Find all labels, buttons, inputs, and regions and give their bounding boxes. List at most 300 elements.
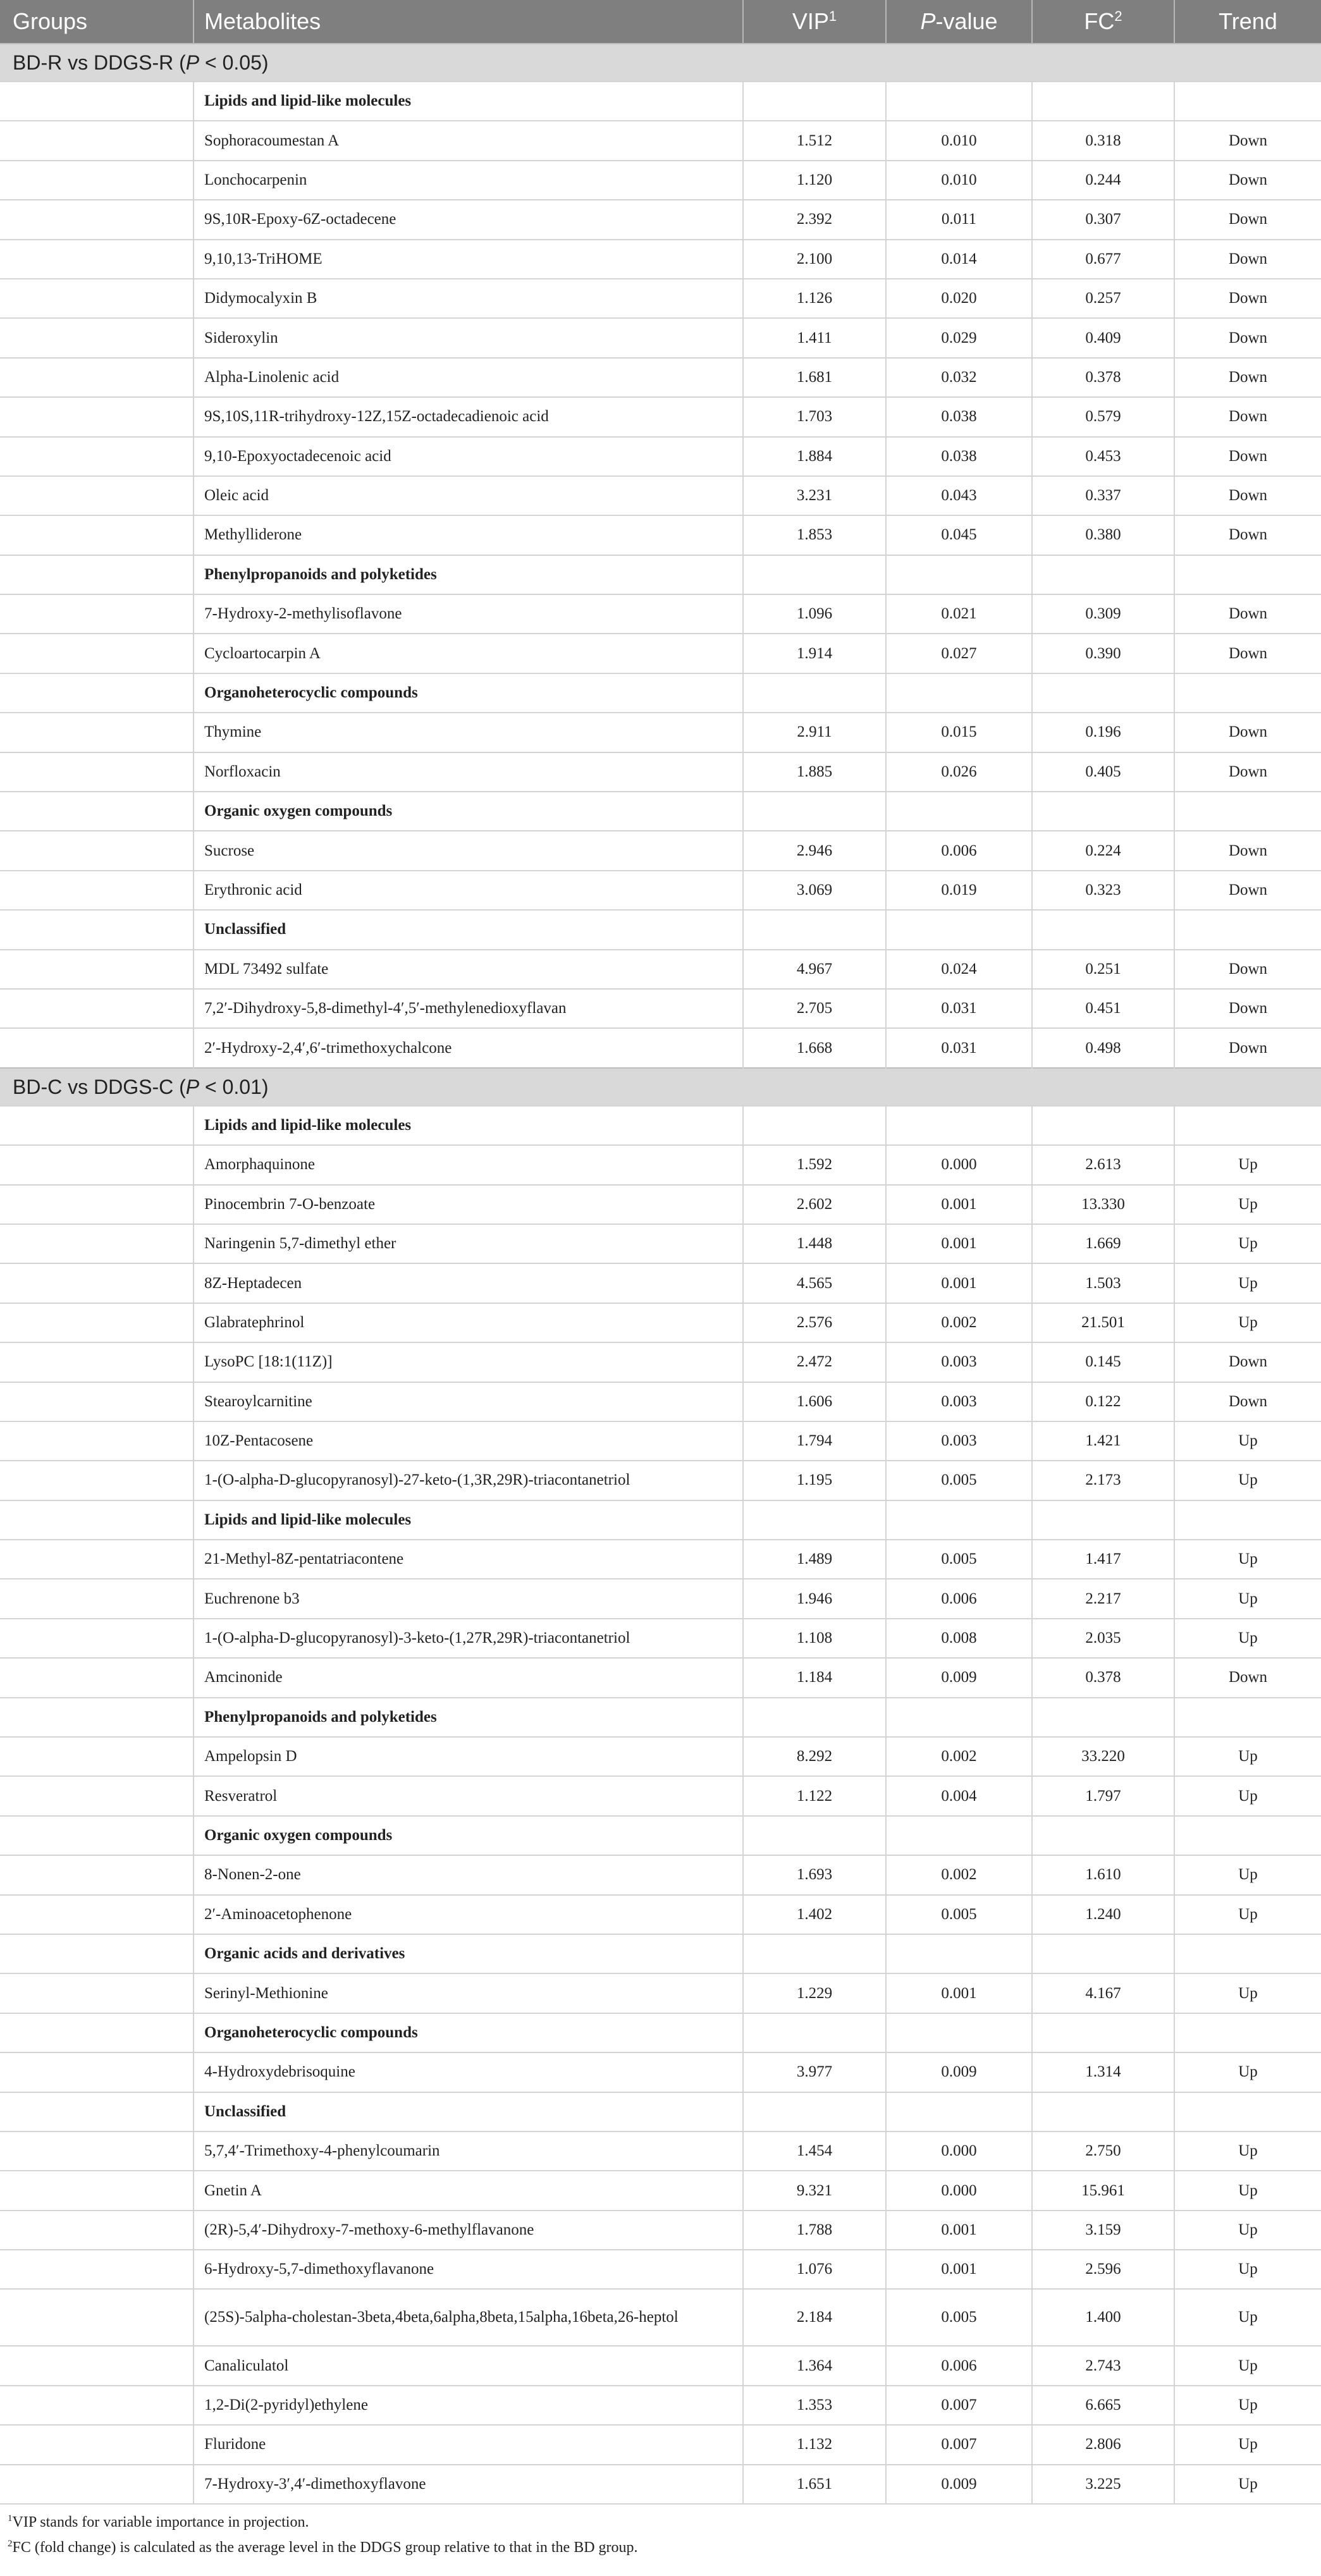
trend-value: Up bbox=[1174, 1619, 1321, 1658]
fc-value: 0.451 bbox=[1032, 989, 1174, 1028]
header-p-rest: -value bbox=[935, 8, 998, 34]
empty-cell bbox=[1174, 1698, 1321, 1737]
groups-cell bbox=[0, 2211, 194, 2250]
vip-value: 1.122 bbox=[743, 1776, 886, 1815]
fc-value: 0.390 bbox=[1032, 634, 1174, 673]
fc-value: 3.225 bbox=[1032, 2465, 1174, 2504]
trend-value: Down bbox=[1174, 161, 1321, 200]
empty-cell bbox=[743, 82, 886, 121]
groups-cell bbox=[0, 752, 194, 792]
category-label: Organic oxygen compounds bbox=[194, 1816, 743, 1855]
metabolite-name: (25S)-5alpha-cholestan-3beta,4beta,6alpha,8beta,15alpha,16beta,26-heptol bbox=[194, 2289, 743, 2346]
category-row bbox=[0, 82, 1321, 121]
vip-value: 2.184 bbox=[743, 2289, 886, 2346]
fc-value: 2.743 bbox=[1032, 2346, 1174, 2385]
metabolite-name: 1,2-Di(2-pyridyl)ethylene bbox=[194, 2386, 743, 2425]
trend-value: Up bbox=[1174, 2052, 1321, 2092]
groups-cell bbox=[0, 1263, 194, 1303]
groups-cell bbox=[0, 397, 194, 436]
p-value: 0.000 bbox=[886, 2171, 1032, 2210]
vip-value: 2.576 bbox=[743, 1303, 886, 1342]
metabolite-name: 8Z-Heptadecen bbox=[194, 1263, 743, 1303]
metabolite-name: Sideroxylin bbox=[194, 318, 743, 357]
fc-value: 2.613 bbox=[1032, 1145, 1174, 1184]
table-row bbox=[0, 437, 1321, 476]
metabolite-name: 1-(O-alpha-D-glucopyranosyl)-3-keto-(1,27R,29R)-triacontanetriol bbox=[194, 1619, 743, 1658]
table-row bbox=[0, 1658, 1321, 1697]
trend-value: Up bbox=[1174, 1855, 1321, 1894]
table-row bbox=[0, 594, 1321, 634]
vip-value: 1.693 bbox=[743, 1855, 886, 1894]
table-row bbox=[0, 1421, 1321, 1461]
empty-cell bbox=[886, 1698, 1032, 1737]
groups-cell bbox=[0, 1382, 194, 1421]
trend-value: Down bbox=[1174, 358, 1321, 397]
metabolite-name: 2′-Hydroxy-2,4′,6′-trimethoxychalcone bbox=[194, 1028, 743, 1067]
header-vip-footnote-mark: 1 bbox=[828, 8, 837, 24]
category-label: Organic acids and derivatives bbox=[194, 1934, 743, 1973]
p-value: 0.003 bbox=[886, 1421, 1032, 1461]
groups-cell bbox=[0, 2386, 194, 2425]
empty-cell bbox=[886, 82, 1032, 121]
category-label: Lipids and lipid-like molecules bbox=[194, 1106, 743, 1145]
p-value: 0.005 bbox=[886, 2289, 1032, 2346]
p-value: 0.001 bbox=[886, 1224, 1032, 1263]
group-header-row bbox=[0, 1068, 1321, 1106]
fc-value: 0.380 bbox=[1032, 515, 1174, 555]
category-label: Unclassified bbox=[194, 2092, 743, 2131]
metabolite-name: 10Z-Pentacosene bbox=[194, 1421, 743, 1461]
groups-cell bbox=[0, 2131, 194, 2171]
p-value: 0.045 bbox=[886, 515, 1032, 555]
header-p-italic: P bbox=[920, 8, 936, 34]
metabolite-name: Erythronic acid bbox=[194, 871, 743, 910]
fc-value: 0.318 bbox=[1032, 121, 1174, 160]
header-fc-footnote-mark: 2 bbox=[1114, 8, 1122, 24]
p-value: 0.010 bbox=[886, 121, 1032, 160]
p-value: 0.006 bbox=[886, 831, 1032, 870]
metabolite-name: (2R)-5,4′-Dihydroxy-7-methoxy-6-methylflavanone bbox=[194, 2211, 743, 2250]
groups-cell bbox=[0, 594, 194, 634]
empty-cell bbox=[1174, 1106, 1321, 1145]
vip-value: 1.884 bbox=[743, 437, 886, 476]
metabolite-name: Amcinonide bbox=[194, 1658, 743, 1697]
metabolite-name: Serinyl-Methionine bbox=[194, 1973, 743, 2013]
trend-value: Down bbox=[1174, 1028, 1321, 1067]
p-value: 0.019 bbox=[886, 871, 1032, 910]
vip-value: 2.602 bbox=[743, 1185, 886, 1224]
empty-cell bbox=[1174, 1500, 1321, 1540]
fc-value: 0.579 bbox=[1032, 397, 1174, 436]
table-row bbox=[0, 1342, 1321, 1382]
p-value: 0.003 bbox=[886, 1382, 1032, 1421]
trend-value: Up bbox=[1174, 1303, 1321, 1342]
vip-value: 1.512 bbox=[743, 121, 886, 160]
category-row bbox=[0, 1816, 1321, 1855]
trend-value: Up bbox=[1174, 1737, 1321, 1776]
groups-cell bbox=[0, 2092, 194, 2131]
footnote bbox=[8, 2513, 1310, 2531]
p-value: 0.001 bbox=[886, 1185, 1032, 1224]
table-row bbox=[0, 634, 1321, 673]
vip-value: 1.132 bbox=[743, 2425, 886, 2464]
vip-value: 1.681 bbox=[743, 358, 886, 397]
trend-value: Down bbox=[1174, 318, 1321, 357]
table-row bbox=[0, 2465, 1321, 2504]
metabolite-name: 4-Hydroxydebrisoquine bbox=[194, 2052, 743, 2092]
table-body bbox=[0, 44, 1321, 2504]
table-row bbox=[0, 1382, 1321, 1421]
fc-value: 0.244 bbox=[1032, 161, 1174, 200]
table-row bbox=[0, 2211, 1321, 2250]
trend-value: Up bbox=[1174, 1421, 1321, 1461]
p-value: 0.007 bbox=[886, 2425, 1032, 2464]
metabolite-name: Didymocalyxin B bbox=[194, 279, 743, 318]
header-metabolites: Metabolites bbox=[194, 0, 743, 44]
empty-cell bbox=[1032, 1106, 1174, 1145]
vip-value: 1.885 bbox=[743, 752, 886, 792]
metabolite-name: Norfloxacin bbox=[194, 752, 743, 792]
metabolite-name: 6-Hydroxy-5,7-dimethoxyflavanone bbox=[194, 2250, 743, 2289]
table-row bbox=[0, 752, 1321, 792]
metabolite-name: Stearoylcarnitine bbox=[194, 1382, 743, 1421]
fc-value: 0.251 bbox=[1032, 950, 1174, 989]
fc-value: 0.405 bbox=[1032, 752, 1174, 792]
groups-cell bbox=[0, 121, 194, 160]
table-row bbox=[0, 713, 1321, 752]
table-row bbox=[0, 2250, 1321, 2289]
trend-value: Down bbox=[1174, 515, 1321, 555]
header-p-value bbox=[886, 0, 1032, 44]
trend-value: Up bbox=[1174, 1776, 1321, 1815]
vip-value: 3.977 bbox=[743, 2052, 886, 2092]
groups-cell bbox=[0, 515, 194, 555]
empty-cell bbox=[886, 910, 1032, 949]
p-value: 0.002 bbox=[886, 1737, 1032, 1776]
metabolite-name: Sucrose bbox=[194, 831, 743, 870]
vip-value: 2.100 bbox=[743, 240, 886, 279]
table-row bbox=[0, 871, 1321, 910]
vip-value: 1.108 bbox=[743, 1619, 886, 1658]
vip-value: 1.120 bbox=[743, 161, 886, 200]
groups-cell bbox=[0, 82, 194, 121]
trend-value: Down bbox=[1174, 476, 1321, 515]
table-row bbox=[0, 318, 1321, 357]
empty-cell bbox=[886, 1934, 1032, 1973]
table-row bbox=[0, 989, 1321, 1028]
p-value: 0.043 bbox=[886, 476, 1032, 515]
table-row bbox=[0, 1028, 1321, 1067]
p-value: 0.002 bbox=[886, 1855, 1032, 1894]
groups-cell bbox=[0, 1934, 194, 1973]
table-row bbox=[0, 515, 1321, 555]
fc-value: 1.421 bbox=[1032, 1421, 1174, 1461]
groups-cell bbox=[0, 634, 194, 673]
empty-cell bbox=[886, 2013, 1032, 2052]
table-row bbox=[0, 121, 1321, 160]
empty-cell bbox=[1032, 1698, 1174, 1737]
category-label: Lipids and lipid-like molecules bbox=[194, 82, 743, 121]
groups-cell bbox=[0, 1185, 194, 1224]
metabolite-name: Alpha-Linolenic acid bbox=[194, 358, 743, 397]
groups-cell bbox=[0, 910, 194, 949]
vip-value: 2.705 bbox=[743, 989, 886, 1028]
groups-cell bbox=[0, 318, 194, 357]
p-value: 0.011 bbox=[886, 200, 1032, 239]
groups-cell bbox=[0, 1698, 194, 1737]
footnote bbox=[8, 2539, 1310, 2556]
groups-cell bbox=[0, 1461, 194, 1500]
fc-value: 15.961 bbox=[1032, 2171, 1174, 2210]
vip-value: 1.489 bbox=[743, 1540, 886, 1579]
metabolite-name: 7,2′-Dihydroxy-5,8-dimethyl-4′,5′-methylenedioxyflavan bbox=[194, 989, 743, 1028]
fc-value: 2.173 bbox=[1032, 1461, 1174, 1500]
trend-value: Down bbox=[1174, 1342, 1321, 1382]
trend-value: Up bbox=[1174, 1579, 1321, 1618]
fc-value: 0.307 bbox=[1032, 200, 1174, 239]
fc-value: 0.677 bbox=[1032, 240, 1174, 279]
p-value: 0.006 bbox=[886, 1579, 1032, 1618]
footnote-mark: 1 bbox=[8, 2513, 13, 2524]
trend-value: Up bbox=[1174, 2386, 1321, 2425]
category-row bbox=[0, 1934, 1321, 1973]
trend-value: Down bbox=[1174, 397, 1321, 436]
metabolite-name: Cycloartocarpin A bbox=[194, 634, 743, 673]
p-value: 0.024 bbox=[886, 950, 1032, 989]
groups-cell bbox=[0, 1619, 194, 1658]
metabolite-name: Glabratephrinol bbox=[194, 1303, 743, 1342]
groups-cell bbox=[0, 1816, 194, 1855]
table-row bbox=[0, 476, 1321, 515]
trend-value: Down bbox=[1174, 871, 1321, 910]
trend-value: Down bbox=[1174, 989, 1321, 1028]
groups-cell bbox=[0, 673, 194, 713]
metabolite-name: 9,10-Epoxyoctadecenoic acid bbox=[194, 437, 743, 476]
empty-cell bbox=[1032, 1934, 1174, 1973]
p-value: 0.020 bbox=[886, 279, 1032, 318]
table-row bbox=[0, 1540, 1321, 1579]
fc-value: 1.314 bbox=[1032, 2052, 1174, 2092]
metabolite-name: Euchrenone b3 bbox=[194, 1579, 743, 1618]
trend-value: Up bbox=[1174, 1895, 1321, 1934]
trend-value: Up bbox=[1174, 2346, 1321, 2385]
groups-cell bbox=[0, 713, 194, 752]
p-value: 0.008 bbox=[886, 1619, 1032, 1658]
groups-cell bbox=[0, 1579, 194, 1618]
table-row bbox=[0, 2131, 1321, 2171]
category-label: Organoheterocyclic compounds bbox=[194, 673, 743, 713]
group-title-prefix: BD-C vs DDGS-C ( bbox=[13, 1075, 186, 1098]
table-row bbox=[0, 1303, 1321, 1342]
groups-cell bbox=[0, 792, 194, 831]
group-title bbox=[0, 1068, 1321, 1106]
fc-value: 1.417 bbox=[1032, 1540, 1174, 1579]
trend-value: Up bbox=[1174, 2171, 1321, 2210]
vip-value: 4.967 bbox=[743, 950, 886, 989]
p-value: 0.005 bbox=[886, 1895, 1032, 1934]
vip-value: 1.126 bbox=[743, 279, 886, 318]
groups-cell bbox=[0, 1658, 194, 1697]
groups-cell bbox=[0, 200, 194, 239]
groups-cell bbox=[0, 1500, 194, 1540]
metabolite-name: Gnetin A bbox=[194, 2171, 743, 2210]
category-label: Phenylpropanoids and polyketides bbox=[194, 555, 743, 594]
groups-cell bbox=[0, 2289, 194, 2346]
vip-value: 1.651 bbox=[743, 2465, 886, 2504]
table-row bbox=[0, 1579, 1321, 1618]
groups-cell bbox=[0, 2465, 194, 2504]
metabolite-name: 9S,10R-Epoxy-6Z-octadecene bbox=[194, 200, 743, 239]
table-row bbox=[0, 1895, 1321, 1934]
group-title-p: P bbox=[185, 51, 200, 74]
vip-value: 1.364 bbox=[743, 2346, 886, 2385]
empty-cell bbox=[1174, 2092, 1321, 2131]
fc-value: 1.400 bbox=[1032, 2289, 1174, 2346]
fc-value: 1.797 bbox=[1032, 1776, 1174, 1815]
metabolite-name: Naringenin 5,7-dimethyl ether bbox=[194, 1224, 743, 1263]
p-value: 0.000 bbox=[886, 2131, 1032, 2171]
table-row bbox=[0, 1185, 1321, 1224]
empty-cell bbox=[1174, 82, 1321, 121]
fc-value: 2.806 bbox=[1032, 2425, 1174, 2464]
groups-cell bbox=[0, 1737, 194, 1776]
vip-value: 1.606 bbox=[743, 1382, 886, 1421]
vip-value: 2.392 bbox=[743, 200, 886, 239]
fc-value: 2.217 bbox=[1032, 1579, 1174, 1618]
fc-value: 0.378 bbox=[1032, 1658, 1174, 1697]
groups-cell bbox=[0, 358, 194, 397]
empty-cell bbox=[743, 2092, 886, 2131]
empty-cell bbox=[1032, 2013, 1174, 2052]
groups-cell bbox=[0, 989, 194, 1028]
header-vip-label: VIP bbox=[792, 8, 829, 34]
header-row bbox=[0, 0, 1321, 44]
table-row bbox=[0, 397, 1321, 436]
fc-value: 0.224 bbox=[1032, 831, 1174, 870]
trend-value: Up bbox=[1174, 2131, 1321, 2171]
metabolite-name: Pinocembrin 7-O-benzoate bbox=[194, 1185, 743, 1224]
groups-cell bbox=[0, 831, 194, 870]
groups-cell bbox=[0, 2346, 194, 2385]
category-row bbox=[0, 2092, 1321, 2131]
empty-cell bbox=[1032, 673, 1174, 713]
p-value: 0.031 bbox=[886, 1028, 1032, 1067]
p-value: 0.002 bbox=[886, 1303, 1032, 1342]
groups-cell bbox=[0, 1145, 194, 1184]
category-label: Organic oxygen compounds bbox=[194, 792, 743, 831]
groups-cell bbox=[0, 2052, 194, 2092]
header-vip bbox=[743, 0, 886, 44]
metabolite-name: 5,7,4′-Trimethoxy-4-phenylcoumarin bbox=[194, 2131, 743, 2171]
table-row bbox=[0, 1776, 1321, 1815]
trend-value: Up bbox=[1174, 1224, 1321, 1263]
trend-value: Down bbox=[1174, 1382, 1321, 1421]
empty-cell bbox=[1032, 555, 1174, 594]
trend-value: Down bbox=[1174, 831, 1321, 870]
empty-cell bbox=[886, 792, 1032, 831]
groups-cell bbox=[0, 2013, 194, 2052]
empty-cell bbox=[743, 1106, 886, 1145]
vip-value: 2.911 bbox=[743, 713, 886, 752]
table-row bbox=[0, 161, 1321, 200]
vip-value: 3.069 bbox=[743, 871, 886, 910]
header-trend: Trend bbox=[1174, 0, 1321, 44]
groups-cell bbox=[0, 871, 194, 910]
p-value: 0.014 bbox=[886, 240, 1032, 279]
table-row bbox=[0, 2171, 1321, 2210]
fc-value: 1.240 bbox=[1032, 1895, 1174, 1934]
groups-cell bbox=[0, 555, 194, 594]
empty-cell bbox=[1032, 1816, 1174, 1855]
table-row bbox=[0, 2425, 1321, 2464]
table-row bbox=[0, 1619, 1321, 1658]
empty-cell bbox=[743, 1500, 886, 1540]
vip-value: 1.668 bbox=[743, 1028, 886, 1067]
category-label: Unclassified bbox=[194, 910, 743, 949]
trend-value: Up bbox=[1174, 1461, 1321, 1500]
p-value: 0.031 bbox=[886, 989, 1032, 1028]
metabolite-name: 7-Hydroxy-3′,4′-dimethoxyflavone bbox=[194, 2465, 743, 2504]
footnote-mark: 2 bbox=[8, 2539, 13, 2549]
fc-value: 3.159 bbox=[1032, 2211, 1174, 2250]
trend-value: Down bbox=[1174, 240, 1321, 279]
trend-value: Down bbox=[1174, 279, 1321, 318]
p-value: 0.004 bbox=[886, 1776, 1032, 1815]
trend-value: Down bbox=[1174, 950, 1321, 989]
groups-cell bbox=[0, 1540, 194, 1579]
trend-value: Down bbox=[1174, 634, 1321, 673]
fc-value: 0.409 bbox=[1032, 318, 1174, 357]
fc-value: 1.503 bbox=[1032, 1263, 1174, 1303]
metabolite-name: 21-Methyl-8Z-pentatriacontene bbox=[194, 1540, 743, 1579]
fc-value: 33.220 bbox=[1032, 1737, 1174, 1776]
empty-cell bbox=[1174, 792, 1321, 831]
p-value: 0.029 bbox=[886, 318, 1032, 357]
p-value: 0.009 bbox=[886, 2465, 1032, 2504]
fc-value: 2.035 bbox=[1032, 1619, 1174, 1658]
trend-value: Down bbox=[1174, 594, 1321, 634]
vip-value: 1.411 bbox=[743, 318, 886, 357]
header-fc bbox=[1032, 0, 1174, 44]
empty-cell bbox=[886, 673, 1032, 713]
vip-value: 1.448 bbox=[743, 1224, 886, 1263]
trend-value: Up bbox=[1174, 2250, 1321, 2289]
vip-value: 1.096 bbox=[743, 594, 886, 634]
fc-value: 0.337 bbox=[1032, 476, 1174, 515]
group-title-prefix: BD-R vs DDGS-R ( bbox=[13, 51, 186, 74]
vip-value: 2.472 bbox=[743, 1342, 886, 1382]
vip-value: 1.703 bbox=[743, 397, 886, 436]
header-fc-label: FC bbox=[1084, 8, 1115, 34]
fc-value: 0.323 bbox=[1032, 871, 1174, 910]
table-row bbox=[0, 279, 1321, 318]
p-value: 0.003 bbox=[886, 1342, 1032, 1382]
groups-cell bbox=[0, 2425, 194, 2464]
trend-value: Up bbox=[1174, 2465, 1321, 2504]
vip-value: 1.184 bbox=[743, 1658, 886, 1697]
p-value: 0.000 bbox=[886, 1145, 1032, 1184]
p-value: 0.007 bbox=[886, 2386, 1032, 2425]
table-row bbox=[0, 1855, 1321, 1894]
footnote-text: FC (fold change) is calculated as the average level in the DDGS group relative to that in the BD group. bbox=[12, 2539, 638, 2556]
group-header-row bbox=[0, 44, 1321, 82]
metabolite-name: Thymine bbox=[194, 713, 743, 752]
fc-value: 1.669 bbox=[1032, 1224, 1174, 1263]
metabolite-name: LysoPC [18:1(11Z)] bbox=[194, 1342, 743, 1382]
groups-cell bbox=[0, 279, 194, 318]
p-value: 0.001 bbox=[886, 1973, 1032, 2013]
table-row bbox=[0, 831, 1321, 870]
